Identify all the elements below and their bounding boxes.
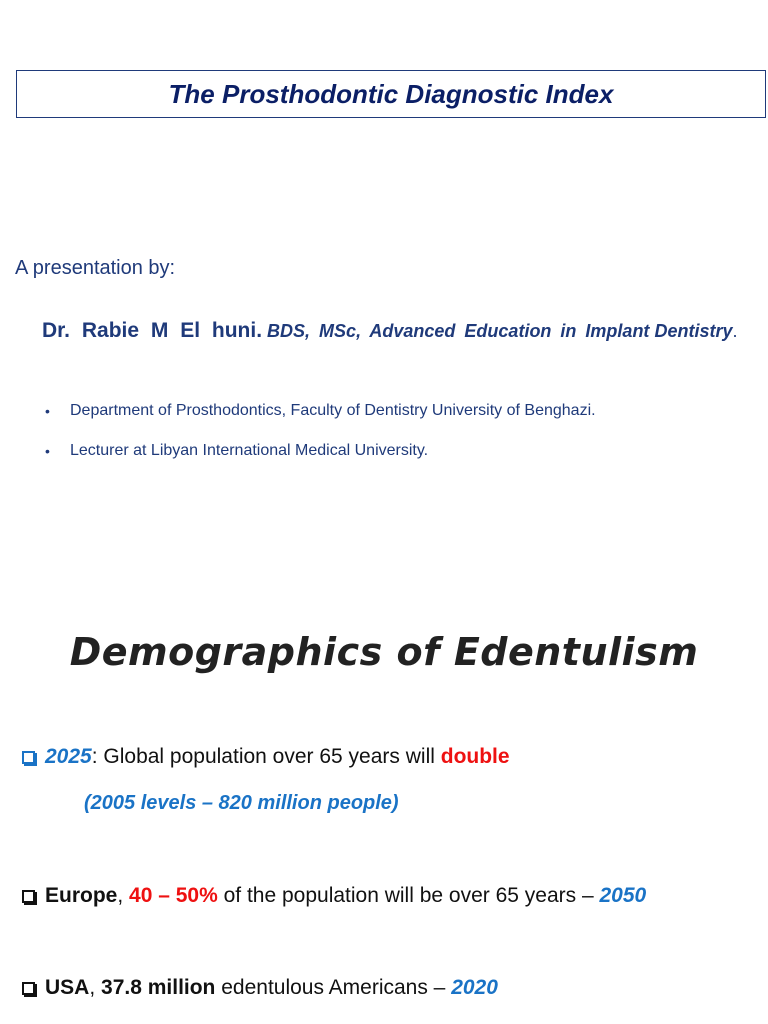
title-box: [16, 70, 766, 118]
stat-region: USA: [45, 976, 90, 999]
stat-global-population: [22, 745, 510, 769]
checkbox-bullet-icon: [22, 890, 35, 903]
affiliation-text: Lecturer at Libyan International Medical University.: [70, 442, 429, 459]
stat-note: (2005 levels – 820 million people): [84, 792, 399, 814]
bullet-icon: •: [45, 443, 50, 459]
stat-year: 2050: [599, 884, 647, 907]
list-item: [45, 398, 596, 438]
stat-usa: [22, 976, 498, 1000]
presenter-name: Dr. Rabie M El huni.: [42, 319, 263, 342]
stat-year: 2025: [45, 745, 92, 768]
presenter-label: A presentation by:: [15, 257, 176, 279]
stat-highlight: double: [440, 745, 510, 768]
stat-comma: ,: [89, 976, 102, 999]
stat-count: 37.8 million: [101, 976, 216, 999]
page-title: The Prosthodontic Diagnostic Index: [168, 78, 614, 109]
presenter-credentials: [42, 310, 760, 352]
stat-text: : Global population over 65 years will: [91, 745, 441, 768]
bullet-icon: •: [45, 403, 50, 419]
stat-text: edentulous Americans –: [215, 976, 452, 999]
section-title: Demographics of Edentulism: [69, 630, 699, 674]
presenter-qualifications: BDS, MSc, Advanced Education in Implant: [267, 321, 650, 341]
affiliation-text: Department of Prosthodontics, Faculty of Dentistry University of Benghazi.: [70, 402, 596, 419]
stat-text: of the population will be over 65 years –: [217, 884, 600, 907]
affiliation-list: [45, 398, 596, 478]
presenter-qualifications-cont: Dentistry: [654, 321, 733, 341]
stat-europe: [22, 884, 646, 908]
stat-range: 40 – 50%: [129, 884, 218, 907]
stat-region: Europe: [45, 884, 118, 907]
checkbox-bullet-icon: [22, 982, 35, 995]
stat-year: 2020: [451, 976, 498, 999]
list-item: [45, 438, 596, 478]
checkbox-bullet-icon: [22, 751, 35, 764]
stat-comma: ,: [117, 884, 130, 907]
presenter-period: .: [732, 321, 738, 341]
